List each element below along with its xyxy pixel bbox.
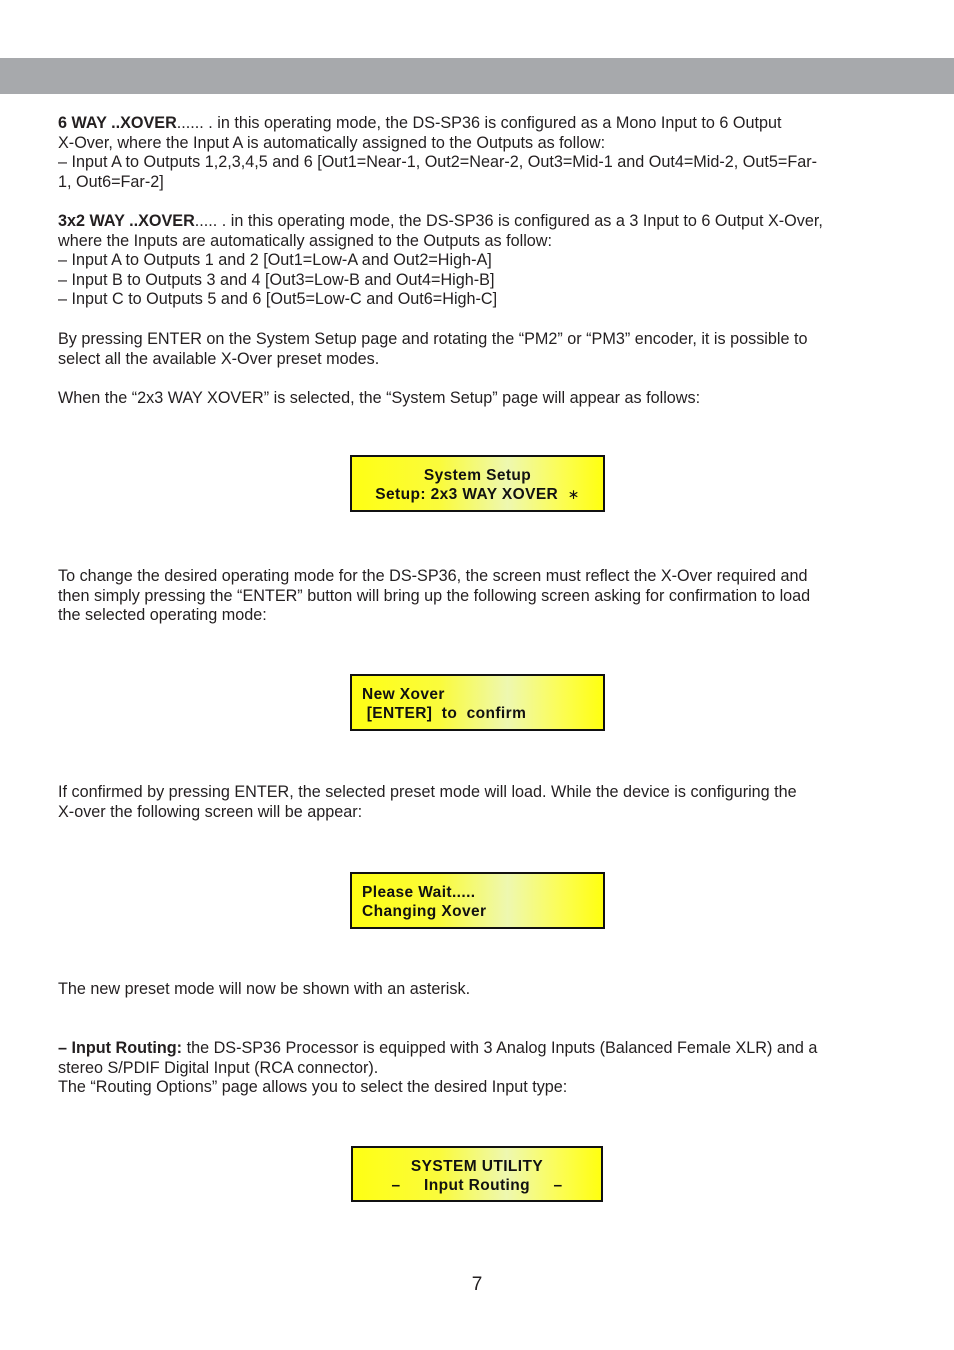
asterisk-marker: ∗ xyxy=(567,487,580,503)
lcd-line-2: [ENTER] to confirm xyxy=(362,705,527,722)
paragraph-line: By pressing ENTER on the System Setup page and rotating the “PM2” or “PM3” encoder, it is possible to xyxy=(58,330,808,348)
paragraph-change-mode xyxy=(58,567,898,626)
paragraph-line: then simply pressing the “ENTER” button will bring up the following screen asking for confirmation to load xyxy=(58,586,811,605)
lcd-system-utility xyxy=(351,1146,603,1202)
paragraph-6-way-xover xyxy=(58,114,898,192)
lcd-line-2: Changing Xover xyxy=(362,903,487,920)
paragraph-line: – Input C to Outputs 5 and 6 [Out5=Low-C and Out6=High-C] xyxy=(58,290,498,309)
paragraph-enter-info xyxy=(58,330,898,369)
paragraph-line: X-over the following screen will be appear: xyxy=(58,802,363,821)
paragraph-asterisk-note xyxy=(58,980,898,1000)
page-number: 7 xyxy=(471,1274,483,1295)
term-3x2-way-xover: 3x2 WAY ..XOVER xyxy=(58,212,195,230)
paragraph-line: If confirmed by pressing ENTER, the selected preset mode will load. While the device is configuring the xyxy=(58,783,797,801)
paragraph-line: where the Inputs are automatically assigned to the Outputs as follow: xyxy=(58,231,552,250)
term-input-routing: – Input Routing: xyxy=(58,1039,183,1057)
paragraph-when-selected xyxy=(58,389,898,409)
lcd-line-1: SYSTEM UTILITY xyxy=(410,1158,544,1175)
paragraph-line: X-Over, where the Input A is automatically assigned to the Outputs as follow: xyxy=(58,133,606,152)
lcd-line-2: Setup: 2x3 WAY XOVER ∗ xyxy=(375,486,580,503)
lcd-new-xover xyxy=(350,674,605,731)
lcd-line-1: Please Wait..... xyxy=(362,884,476,901)
lcd-system-setup xyxy=(350,455,605,512)
paragraph-input-routing xyxy=(58,1039,898,1098)
lcd-line-2: – Input Routing – xyxy=(391,1177,563,1194)
term-6-way-xover: 6 WAY ..XOVER xyxy=(58,114,177,132)
paragraph-line: – Input A to Outputs 1 and 2 [Out1=Low-A and Out2=High-A] xyxy=(58,251,492,270)
header-bar xyxy=(0,58,954,94)
paragraph-3x2-way-xover xyxy=(58,212,898,310)
paragraph-line: When the “2x3 WAY XOVER” is selected, the “System Setup” page will appear as follows: xyxy=(58,389,701,407)
lcd-line-1: New Xover xyxy=(362,686,445,703)
paragraph-line: To change the desired operating mode for the DS-SP36, the screen must reflect the X-Over required and xyxy=(58,567,808,585)
paragraph-line: 3x2 WAY ..XOVER..... . in this operating mode, the DS-SP36 is configured as a 3 Input to 6 Output X-Over, xyxy=(58,212,823,230)
paragraph-line: the selected operating mode: xyxy=(58,606,267,625)
paragraph-line: The “Routing Options” page allows you to select the desired Input type: xyxy=(58,1078,568,1097)
lcd-please-wait xyxy=(350,872,605,929)
paragraph-line: select all the available X-Over preset modes. xyxy=(58,349,380,368)
paragraph-line: – Input A to Outputs 1,2,3,4,5 and 6 [Out1=Near-1, Out2=Near-2, Out3=Mid-1 and Out4=Mid-2, Out5=Far- xyxy=(58,153,818,172)
lcd-line-1: System Setup xyxy=(423,467,532,484)
paragraph-line: stereo S/PDIF Digital Input (RCA connector). xyxy=(58,1058,379,1077)
paragraph-line: – Input Routing: the DS-SP36 Processor is equipped with 3 Analog Inputs (Balanced Female XLR) and a xyxy=(58,1039,818,1057)
paragraph-confirmed xyxy=(58,783,898,822)
paragraph-line: 6 WAY ..XOVER...... . in this operating mode, the DS-SP36 is configured as a Mono Input to 6 Output xyxy=(58,114,782,132)
paragraph-line: – Input B to Outputs 3 and 4 [Out3=Low-B and Out4=High-B] xyxy=(58,270,495,289)
paragraph-line: The new preset mode will now be shown with an asterisk. xyxy=(58,980,471,998)
paragraph-line: 1, Out6=Far-2] xyxy=(58,172,164,191)
